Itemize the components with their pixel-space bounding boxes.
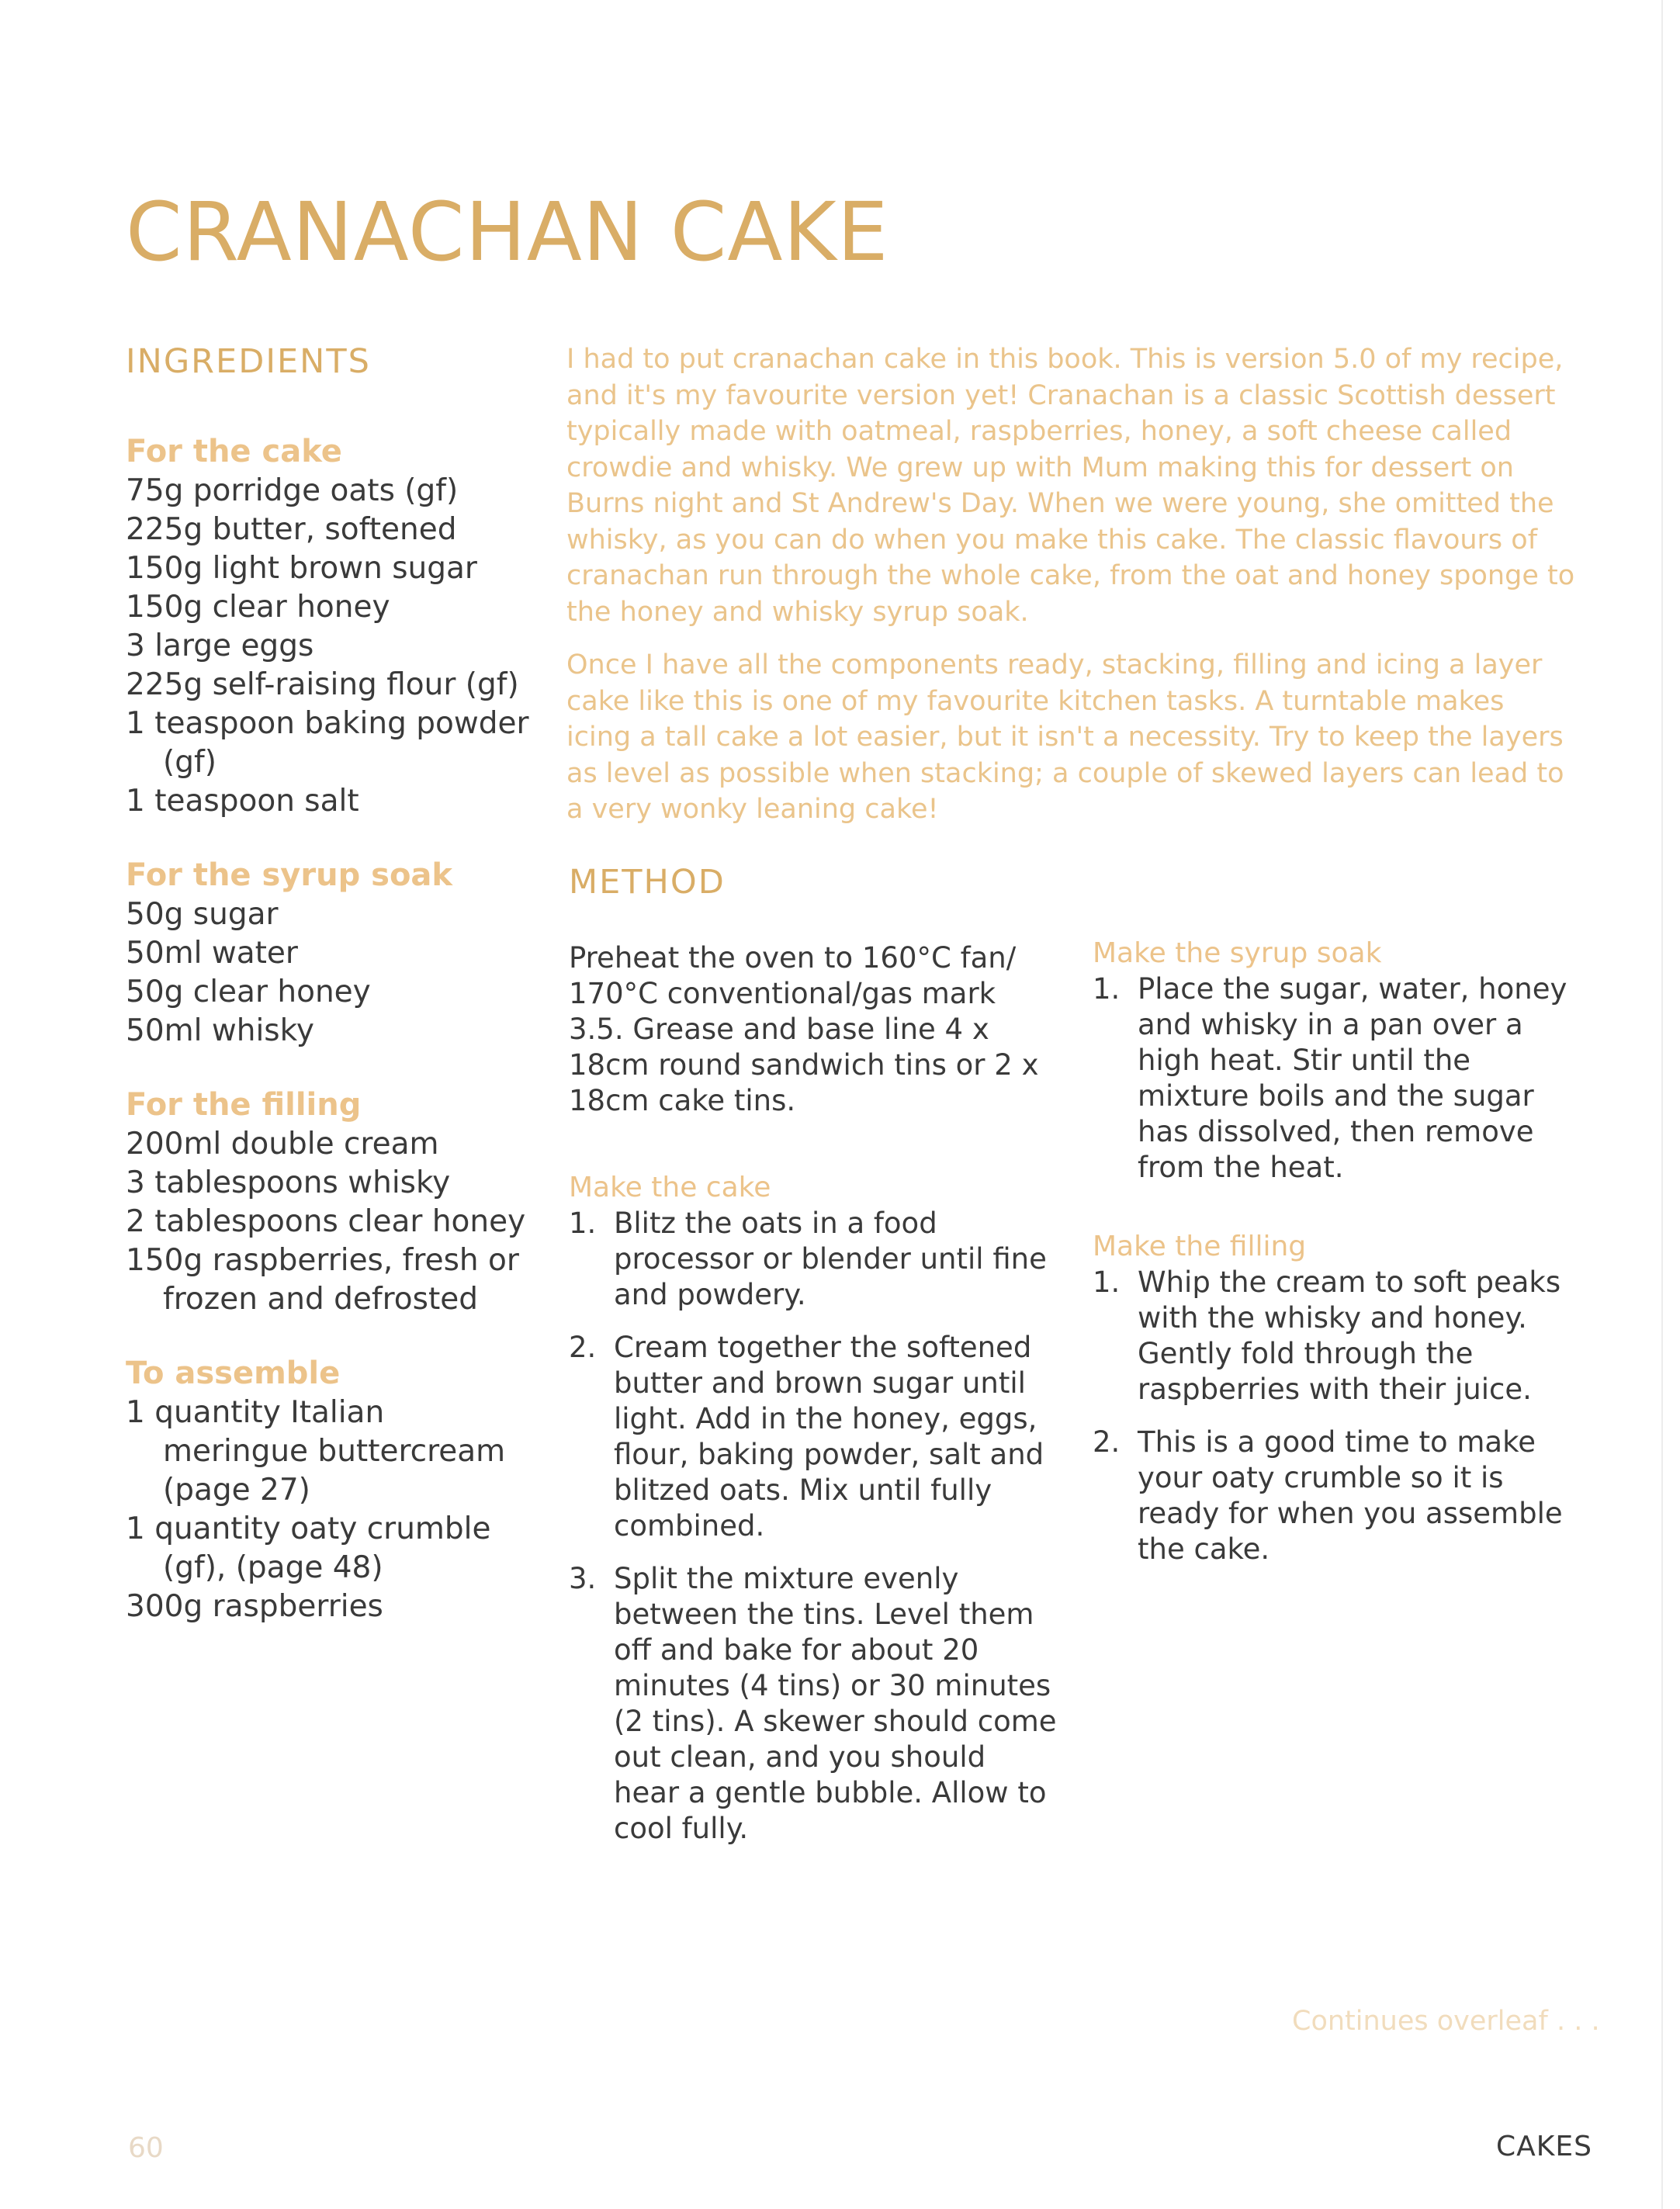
ingredient-list <box>126 472 529 821</box>
step-text: Blitz the oats in a food processor or blender until fine and powdery. <box>614 1207 1047 1311</box>
step-number: 1. <box>1093 972 1121 1006</box>
method-step <box>1093 1265 1589 1407</box>
step-heading-cake: Make the cake <box>569 1172 771 1203</box>
ingredient-item: 50ml whisky <box>126 1013 314 1048</box>
ingredient-item: 300g raspberries <box>126 1589 383 1624</box>
step-heading-syrup: Make the syrup soak <box>1093 937 1382 969</box>
recipe-title: CRANACHAN CAKE <box>126 184 889 279</box>
step-number: 3. <box>569 1562 597 1595</box>
step-number: 2. <box>1093 1425 1121 1459</box>
ingredient-group-filling <box>126 1085 529 1319</box>
ingredient-item: 3 tablespoons whisky <box>126 1165 451 1200</box>
method-step <box>569 1206 1058 1313</box>
section-name: CAKES <box>1496 2131 1592 2162</box>
ingredient-item: 225g self-raising flour (gf) <box>126 667 519 702</box>
step-text: Split the mixture evenly between the tins. Level them off and bake for about 20 minutes (4 tins) or 30 minutes (2 tins). A skewer should come out clean, and you should hear a gentle bubble. Allow to cool fully. <box>614 1562 1057 1845</box>
ingredient-item: 1 teaspoon baking powder (gf) <box>126 706 529 780</box>
ingredient-item: 2 tablespoons clear honey <box>126 1204 526 1239</box>
ingredient-group-heading: To assemble <box>126 1356 341 1391</box>
ingredients-column <box>126 340 529 1660</box>
method-column-right <box>1093 936 1589 1584</box>
ingredients-heading: INGREDIENTS <box>126 342 371 381</box>
ingredient-group-heading: For the syrup soak <box>126 857 453 893</box>
method-step <box>569 1330 1058 1544</box>
ingredient-item: 3 large eggs <box>126 628 314 663</box>
ingredient-item: 225g butter, softened <box>126 512 457 547</box>
method-step <box>1093 971 1589 1186</box>
page-number: 60 <box>128 2132 164 2164</box>
step-number: 1. <box>1093 1266 1121 1299</box>
method-heading: METHOD <box>569 863 726 902</box>
ingredient-item: 1 quantity oaty crumble (gf), (page 48) <box>126 1511 491 1585</box>
cake-steps <box>569 1206 1058 1847</box>
ingredient-group-assemble <box>126 1353 529 1626</box>
method-step <box>1093 1425 1589 1567</box>
step-text: Cream together the softened butter and brown sugar until light. Add in the honey, eggs, flour, baking powder, salt and blitzed oats. Mix until fully combined. <box>614 1331 1044 1542</box>
ingredient-list <box>126 1125 529 1319</box>
ingredient-list <box>126 895 529 1051</box>
ingredient-item: 150g clear honey <box>126 590 390 625</box>
step-text: Whip the cream to soft peaks with the whisky and honey. Gently fold through the raspberries with their juice. <box>1138 1266 1561 1406</box>
continues-overleaf-note: Continues overleaf . . . <box>1292 2006 1600 2037</box>
preheat-instructions: Preheat the oven to 160°C fan/ 170°C conventional/gas mark 3.5. Grease and base line 4 x 18cm round sandwich tins or 2 x 18cm cake tins. <box>569 941 1039 1117</box>
step-text: This is a good time to make your oaty crumble so it is ready for when you assemble the cake. <box>1138 1425 1563 1566</box>
ingredient-group-cake <box>126 431 529 821</box>
method-column-left <box>569 940 1058 1864</box>
step-number: 2. <box>569 1331 597 1364</box>
intro-text <box>566 341 1575 845</box>
ingredient-item: 50g sugar <box>126 897 279 932</box>
ingredient-list <box>126 1394 529 1626</box>
ingredient-item: 150g raspberries, fresh or frozen and defrosted <box>126 1243 519 1317</box>
ingredient-item: 1 teaspoon salt <box>126 784 359 819</box>
step-number: 1. <box>569 1207 597 1240</box>
ingredient-group-heading: For the cake <box>126 434 342 469</box>
ingredient-group-heading: For the filling <box>126 1087 362 1123</box>
step-text: Place the sugar, water, honey and whisky in a pan over a high heat. Stir until the mixture boils and the sugar has dissolved, then remove from the heat. <box>1138 972 1567 1184</box>
ingredient-item: 50g clear honey <box>126 975 371 1009</box>
intro-paragraph: I had to put cranachan cake in this book. This is version 5.0 of my recipe, and it's my favourite version yet! Cranachan is a classic Scottish dessert typically made with oatmeal, raspberries, honey, a soft cheese called crowdie and whisky. We grew up with Mum making this for dessert on Burns night and St Andrew's Day. When we were young, she omitted the whisky, as you can do when you make this cake. The classic flavours of cranachan run through the whole cake, from the oat and honey sponge to the honey and whisky syrup soak. <box>566 344 1575 628</box>
ingredient-item: 200ml double cream <box>126 1127 439 1162</box>
ingredient-item: 150g light brown sugar <box>126 551 477 586</box>
filling-steps <box>1093 1265 1589 1567</box>
ingredient-item: 50ml water <box>126 936 298 971</box>
ingredient-group-syrup <box>126 855 529 1051</box>
step-heading-filling: Make the filling <box>1093 1231 1307 1262</box>
method-step <box>569 1561 1058 1847</box>
ingredient-item: 1 quantity Italian meringue buttercream (page 27) <box>126 1395 506 1508</box>
syrup-steps <box>1093 971 1589 1186</box>
page-edge-divider <box>1661 0 1663 2209</box>
intro-paragraph: Once I have all the components ready, stacking, filling and icing a layer cake like this is one of my favourite kitchen tasks. A turntable makes icing a tall cake a lot easier, but it isn't a necessity. Try to keep the layers as level as possible when stacking; a couple of skewed layers can lead to a very wonky leaning cake! <box>566 649 1564 825</box>
ingredient-item: 75g porridge oats (gf) <box>126 473 459 508</box>
